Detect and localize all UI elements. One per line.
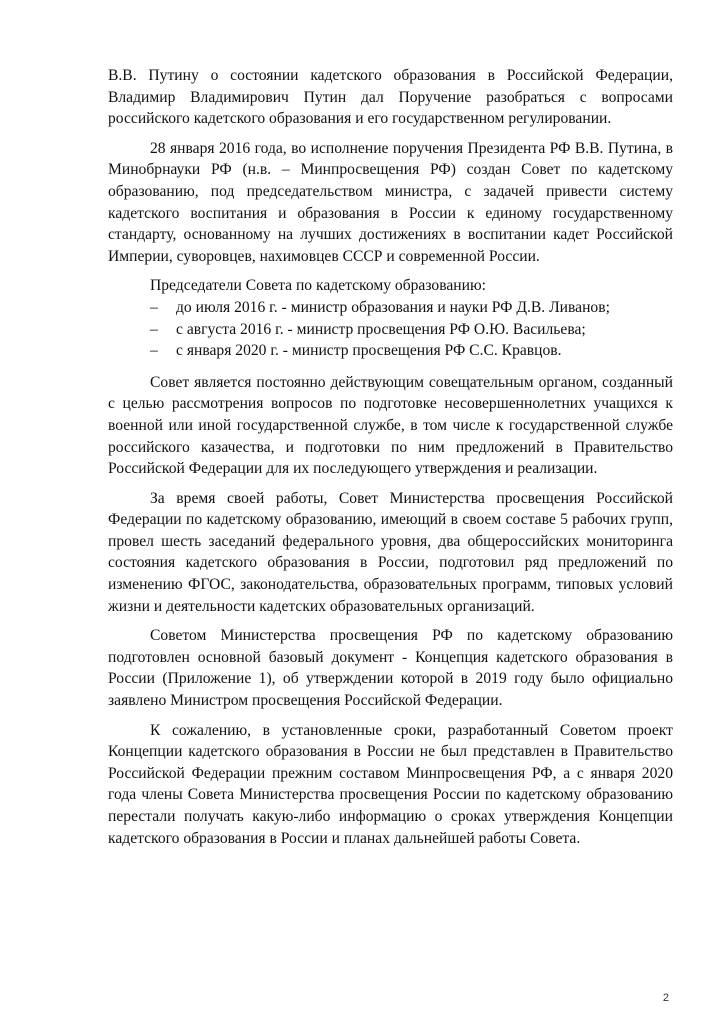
- list-item: [108, 297, 673, 319]
- paragraph-council-work: За время своей работы, Совет Министерства просвещения Российской Федерации по кадетскому образованию, имеющий в своем составе 5 рабочих групп, провел шесть заседаний федерального уровня, два общероссийских мониторинга состояния кадетского образования в России, подготовил ряд предложений по изменению ФГОС, законодательства, образовательных программ, типовых условий жизни и деятельности кадетских образовательных организаций.: [108, 489, 673, 615]
- list-item-text: до июля 2016 г. - министр образования и науки РФ Д.В. Ливанов;: [176, 298, 610, 316]
- paragraph-council-role: Совет является постоянно действующим совещательным органом, созданный с целью рассмотрения вопросов по подготовке несовершеннолетних учащихся к военной или иной государственной службе, в том числе к государственной службе российского казачества, и подготовки по ним предложений в Правительство Российской Федерации для их последующего утверждения и реализации.: [108, 373, 673, 478]
- page-number: 2: [662, 992, 669, 1004]
- paragraph-putin-order: В.В. Путину о состоянии кадетского образования в Российской Федерации, Владимир Владимирович Путин дал Поручение разобраться с вопросами российского кадетского образования и его государственном регулировании.: [108, 67, 673, 128]
- paragraph-concept-document: Советом Министерства просвещения РФ по кадетскому образованию подготовлен основной базовый документ - Концепция кадетского образования в России (Приложение 1), об утверждении которой в 2019 году было официально заявлено Министром просвещения Российской Федерации.: [108, 627, 673, 710]
- chairs-intro: Председатели Совета по кадетскому образованию:: [150, 277, 486, 295]
- paragraph-concept-status: К сожалению, в установленные сроки, разработанный Советом проект Концепции кадетского образования в России не был представлен в Правительство Российской Федерации прежним составом Минпросвещения РФ, а с января 2020 года члены Совета Министерства просвещения России по кадетскому образованию перестали получать какую-либо информацию о сроках утверждения Концепции кадетского образования в России и планах дальнейшей работы Совета.: [108, 721, 673, 847]
- paragraph-council-created: 28 января 2016 года, во исполнение поручения Президента РФ В.В. Путина, в Минобрнауки РФ (н.в. – Минпросвещения РФ) создан Совет по кадетскому образованию, под председательством министра, с задачей привести систему кадетского воспитания и образования в России к единому государственному стандарту, основанному на лучших достижениях в воспитании кадет Российской Империи, суворовцев, нахимовцев СССР и современной России.: [108, 139, 673, 265]
- list-item-text: с января 2020 г. - министр просвещения РФ С.С. Кравцов.: [176, 342, 562, 360]
- dash-bullet: –: [150, 342, 158, 360]
- dash-bullet: –: [150, 320, 158, 338]
- chairs-list: [108, 297, 673, 362]
- list-item: [108, 340, 673, 362]
- list-item-text: с августа 2016 г. - министр просвещения РФ О.Ю. Васильева;: [176, 320, 586, 338]
- document-page: [108, 65, 673, 857]
- dash-bullet: –: [150, 298, 158, 316]
- list-item: [108, 319, 673, 341]
